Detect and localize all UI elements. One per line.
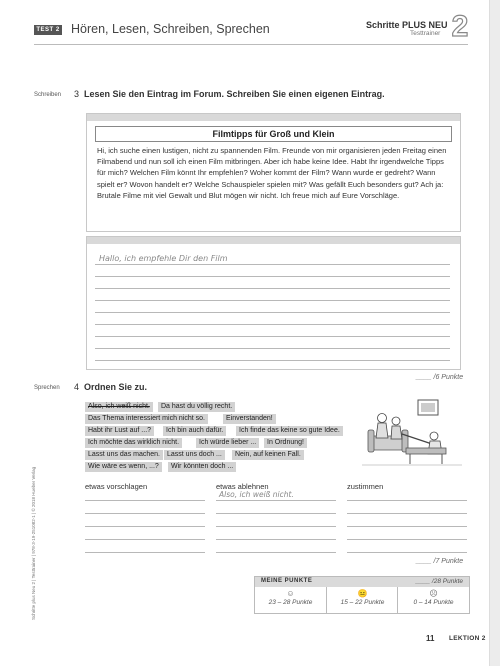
phrase-chip[interactable]: Nein, auf keinen Fall.	[232, 450, 304, 460]
answer-box[interactable]	[86, 236, 461, 370]
brand-number: 2	[451, 10, 469, 43]
phrase-chip[interactable]: Einverstanden!	[223, 414, 276, 424]
task3-points: ____ /6 Punkte	[416, 374, 464, 381]
answer-line[interactable]	[85, 552, 205, 553]
section-label-schreiben: Schreiben	[34, 92, 62, 98]
score-range-good	[255, 587, 326, 613]
score-total: ____ /28 Punkte	[415, 578, 463, 585]
score-label: MEINE PUNKTE	[261, 578, 313, 584]
test-tag: TEST 2	[34, 25, 62, 35]
phrase-chip[interactable]: Ich finde das keine so gute Idee.	[236, 426, 343, 436]
phrase-chip[interactable]: Also, ich weiß nicht.	[85, 402, 153, 412]
answer-line[interactable]	[216, 526, 336, 527]
answer-line[interactable]	[216, 513, 336, 514]
smile-icon: ☺	[286, 589, 295, 598]
writing-line	[95, 348, 450, 349]
answer-line[interactable]	[347, 526, 467, 527]
task-number: 4	[74, 382, 80, 392]
page-edge	[489, 0, 500, 666]
writing-line	[95, 312, 450, 313]
task-title: Ordnen Sie zu.	[84, 382, 148, 392]
answer-line[interactable]	[347, 539, 467, 540]
forum-title: Filmtipps für Groß und Klein	[95, 126, 452, 142]
phrase-chip[interactable]: Lasst uns doch ...	[164, 450, 225, 460]
task4-points: ____ /7 Punkte	[416, 558, 464, 565]
header-divider	[34, 44, 468, 45]
answer-line[interactable]	[347, 552, 467, 553]
page-number: 11	[426, 634, 435, 643]
sofa-illustration	[362, 396, 462, 468]
answer-line[interactable]	[216, 539, 336, 540]
forum-top-bar	[87, 114, 460, 121]
brand-subtitle: Testtrainer	[410, 30, 441, 37]
phrase-chip[interactable]: Ich bin auch dafür.	[163, 426, 226, 436]
answer-line[interactable]	[216, 500, 336, 501]
score-range-low	[397, 587, 469, 613]
writing-line	[95, 336, 450, 337]
phrase-chip[interactable]: Lasst uns das machen.	[85, 450, 163, 460]
column-heading-vorschlagen: etwas vorschlagen	[85, 482, 148, 491]
phrase-chip[interactable]: Ich würde lieber ...	[196, 438, 259, 448]
answer-line[interactable]	[85, 526, 205, 527]
answer-line[interactable]	[85, 513, 205, 514]
score-range-medium	[326, 587, 398, 613]
writing-line	[95, 288, 450, 289]
phrase-chip[interactable]: Wie wäre es wenn, ...?	[85, 462, 162, 472]
lesson-label: LEKTION 2	[449, 635, 486, 642]
example-answer: Also, ich weiß nicht.	[219, 490, 294, 499]
writing-line	[95, 324, 450, 325]
page-title: Hören, Lesen, Schreiben, Sprechen	[71, 22, 270, 36]
writing-line	[95, 360, 450, 361]
column-heading-zustimmen: zustimmen	[347, 482, 384, 491]
answer-line[interactable]	[85, 539, 205, 540]
writing-line	[95, 276, 450, 277]
answer-line[interactable]	[85, 500, 205, 501]
score-box	[254, 576, 470, 614]
answer-line[interactable]	[216, 552, 336, 553]
handwritten-start: Hallo, ich empfehle Dir den Film	[99, 254, 228, 263]
frown-icon: ☹	[429, 589, 438, 598]
column-heading-ablehnen: etwas ablehnen	[216, 482, 269, 491]
score-range: 0 – 14 Punkte	[413, 599, 454, 606]
copyright-text: Schritte plus Neu 2 | Testtrainer | 978-3-19-251082-1 | © 2018 Hueber Verlag	[31, 466, 36, 620]
answer-top-bar	[87, 237, 460, 244]
task-title: Lesen Sie den Eintrag im Forum. Schreiben Sie einen eigenen Eintrag.	[84, 89, 385, 99]
score-range: 15 – 22 Punkte	[340, 599, 385, 606]
writing-line	[95, 300, 450, 301]
writing-line	[95, 264, 450, 265]
answer-line[interactable]	[347, 513, 467, 514]
phrase-chip[interactable]: In Ordnung!	[264, 438, 307, 448]
score-range: 23 – 28 Punkte	[268, 599, 313, 606]
section-label-sprechen: Sprechen	[34, 385, 60, 391]
answer-line[interactable]	[347, 500, 467, 501]
score-header	[255, 577, 469, 587]
brand-title: Schritte PLUS NEU	[366, 20, 448, 30]
forum-text: Hi, ich suche einen lustigen, nicht zu spannenden Film. Freunde von mir organisieren jeden Freitag einen Filmabend und nun soll ich einen Film mitbringen. Aber ich habe keine Idee. Habt Ihr irgendwelche Tipps für mich? Welchen Film könnt Ihr empfehlen? Woher kommt der Film? Wann wurde er gedreht? Wann spielt er? Wovon handelt er? Welche Schauspieler spielen mit? Was gefällt Euch besonders gut? Ach ja: Brutale Filme mit viel Gewalt und Blut mögen wir nicht. Ich freue mich auf Eure Vorschläge.	[97, 146, 447, 200]
phrase-chip[interactable]: Ich möchte das wirklich nicht.	[85, 438, 182, 448]
forum-post-box	[86, 113, 461, 232]
phrase-chip[interactable]: Da hast du völlig recht.	[158, 402, 235, 412]
neutral-face-icon: 😐	[357, 589, 368, 598]
phrase-chip[interactable]: Das Thema interessiert mich nicht so.	[85, 414, 208, 424]
phrase-chip[interactable]: Habt ihr Lust auf ...?	[85, 426, 154, 436]
task-number: 3	[74, 89, 80, 99]
phrase-chip[interactable]: Wir könnten doch ...	[168, 462, 236, 472]
